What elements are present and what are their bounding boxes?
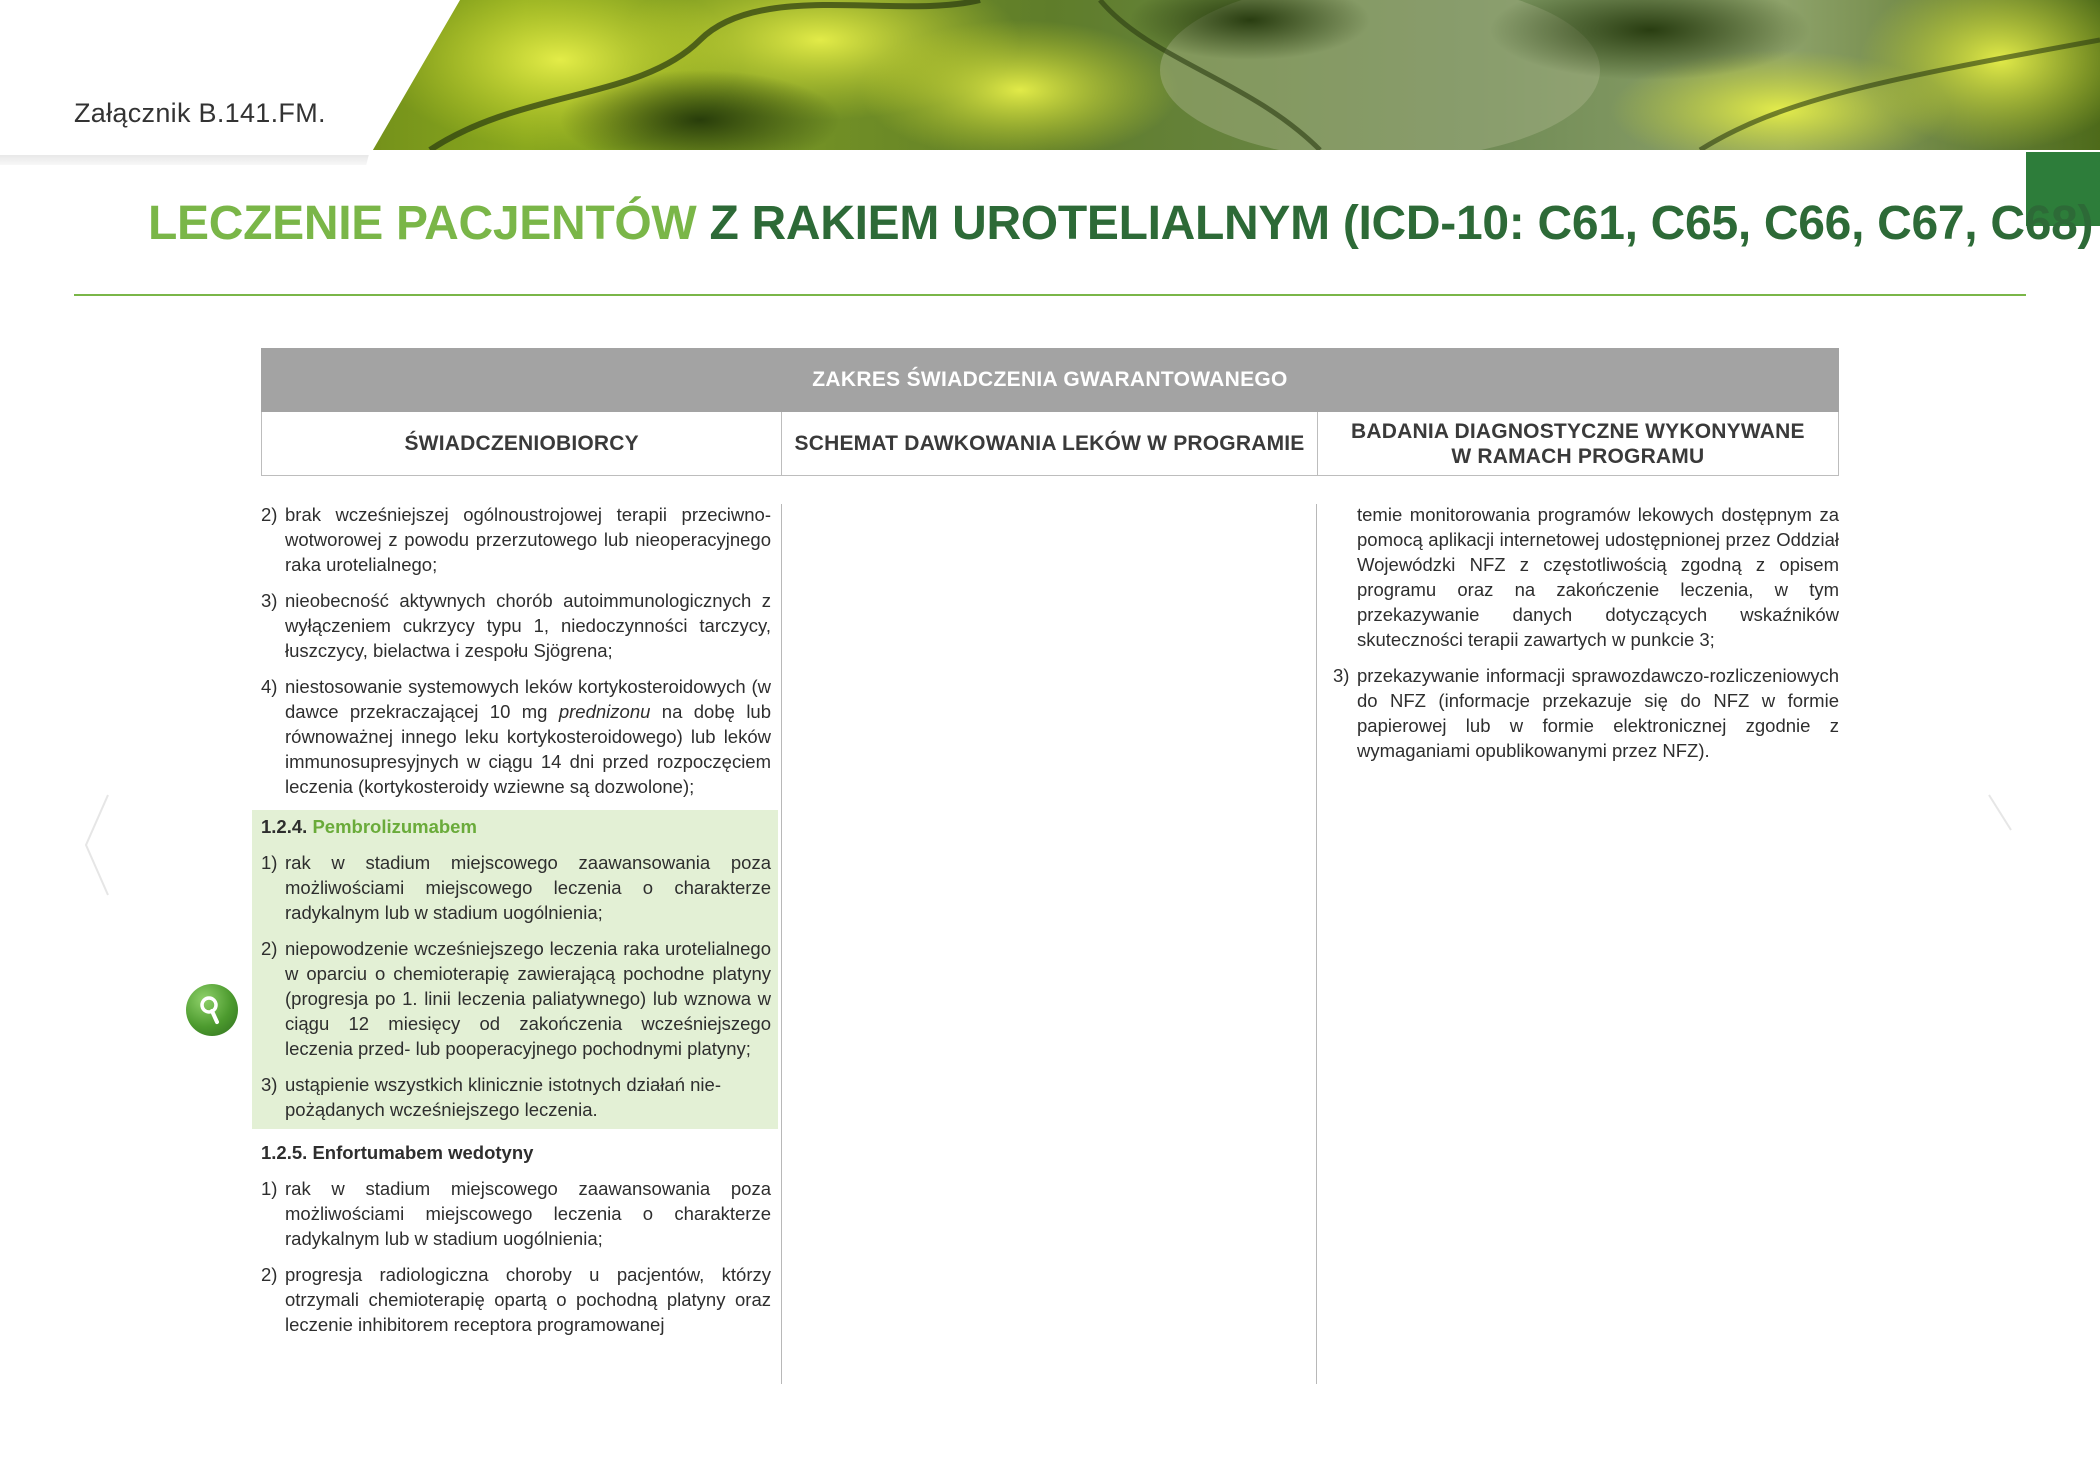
- title-rest: Z RAKIEM UROTELIALNYM (ICD-10: C61, C65, C66, C67, C68): [709, 197, 2094, 250]
- list-item: 2) niepowodzenie wcześniejszego leczenia raka urotelialnego w oparciu o chemioterapię zawierającą pochodne platyny (progresja po 1. linii leczenia paliatywnego) lub wznowa w ciągu 12 miesięcy od zakończenia wcześniejszego leczenia przed- lub pooperacyjnego pochodnymi platyny;: [261, 938, 771, 1059]
- list-item: 1) rak w stadium miejscowego zaawansowania poza możliwościami miejscowego leczenia o charakterze radykalnym lub w stadium uogólnienia;: [261, 852, 771, 923]
- beneficiaries-column: [261, 502, 771, 1348]
- column-header-dosage: SCHEMAT DAWKOWANIA LEKÓW W PROGRAMIE: [781, 412, 1316, 475]
- table-column-headers: [261, 412, 1839, 476]
- previous-page-chevron-icon[interactable]: [82, 790, 112, 900]
- highlighted-section: [252, 810, 778, 1129]
- column-header-diagnostics: BADANIA DIAGNOSTYCZNE WYKONYWANE W RAMACH PROGRAMU: [1317, 412, 1838, 475]
- list-item: 2) brak wcześniejszej ogólnoustrojowej terapii przeciwnowotworowej z powodu przerzutowego lub nieoperacyjnego raka urotelialnego;: [261, 504, 771, 575]
- column-divider-2: [1316, 504, 1317, 1384]
- title-divider: [74, 294, 2026, 296]
- attachment-tab-shape: [0, 0, 470, 165]
- attachment-label: Załącznik B.141.FM.: [74, 98, 326, 128]
- diagnostics-column: [1333, 502, 1839, 774]
- drug-name-italic: prednizonu: [558, 701, 651, 722]
- column-header-beneficiaries: ŚWIADCZENIOBIORCY: [404, 432, 639, 455]
- list-item: 3) nieobecność aktywnych chorób autoimmunologicznych z wyłączeniem cukrzycy typu 1, niedoczynności tarczycy, łuszczycy, bielactwa i zespołu Sjögrena;: [261, 590, 771, 661]
- column-divider-1: [781, 504, 782, 1384]
- list-item: 1) rak w stadium miejscowego zaawansowania poza możliwościami miejscowego leczenia o charakterze radykalnym lub w stadium uogólnienia;: [261, 1178, 771, 1249]
- list-item: 3) przekazywanie informacji sprawozdawczo-rozliczeniowych do NFZ (informacje przekazuje się do NFZ w formie papierowej lub w formie elektronicznej zgodnie z wymaganiami opublikowanymi przez NFZ).: [1333, 665, 1839, 761]
- continuation-text: temie monitorowania programów lekowych dostępnym za pomocą aplikacji internetowej udostępnionej przez Oddział Wojewódzki NFZ z częstotliwością zgodną z opisem programu oraz na zakończenie leczenia, w tym przekazywanie danych dotyczących wskaźników skuteczności terapii zawartych w punkcie 3;: [1357, 504, 1839, 650]
- list-item: 2) progresja radiologiczna choroby u pacjentów, którzy otrzymali chemioterapię opartą o pochodną platyny oraz leczenie inhibitorem receptora programowanej: [261, 1264, 771, 1335]
- page-title: [148, 196, 2093, 251]
- list-item: 3) ustąpienie wszystkich klinicznie istotnych działań niepożądanych wcześniejszego leczenia.: [261, 1074, 721, 1120]
- next-page-chevron-icon[interactable]: [1985, 790, 2015, 840]
- section-heading: 1.2.4. Pembrolizumabem: [261, 816, 477, 837]
- section-heading: 1.2.5. Enfortumabem wedotyny: [261, 1142, 534, 1163]
- list-item: 4) niestosowanie systemowych leków kortykosteroidowych (w dawce przekraczającej 10 mg prednizonu na dobę lub równoważnej innego leku kortykosteroidowego) lub leków immunosupresyjnych w ciągu 14 dni przed rozpoczęciem leczenia (kortykosteroidy wziewne są dozwolone);: [261, 676, 772, 797]
- table-main-header: ZAKRES ŚWIADCZENIA GWARANTOWANEGO: [261, 348, 1839, 412]
- title-highlight: LECZENIE PACJENTÓW: [148, 197, 697, 250]
- search-magnifier-icon[interactable]: [186, 984, 238, 1036]
